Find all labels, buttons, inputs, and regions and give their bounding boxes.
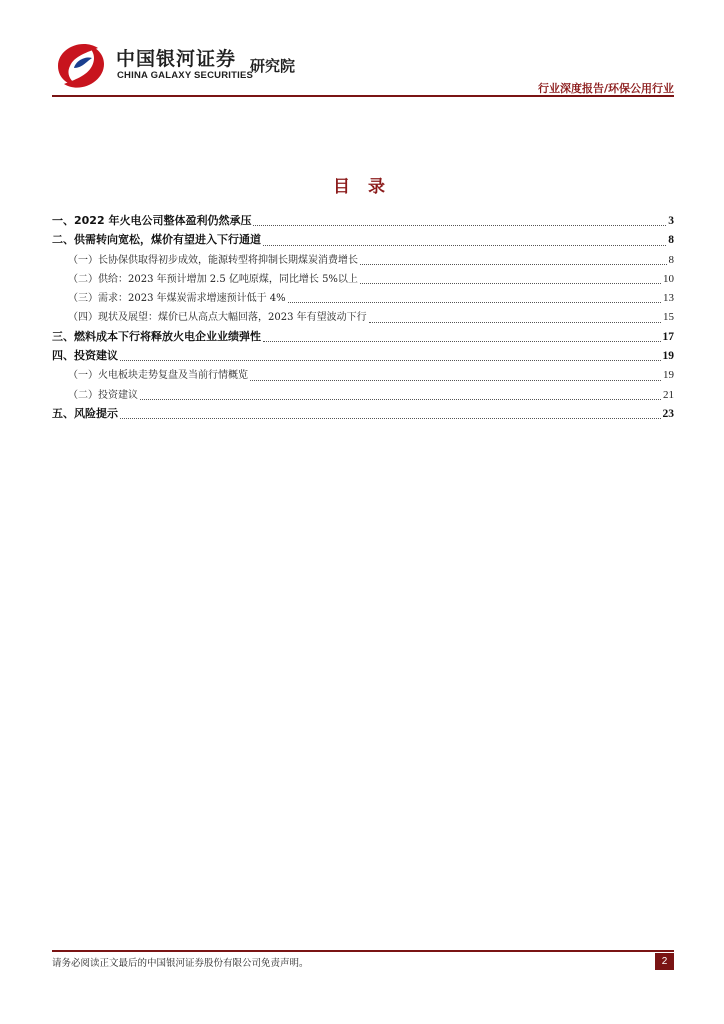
footer-divider — [52, 950, 674, 952]
toc-dot-leader — [360, 263, 667, 265]
toc-entry-label: （四）现状及展望：煤价已从高点大幅回落，2023 年有望波动下行 — [68, 312, 367, 324]
toc-entry[interactable] — [52, 405, 674, 424]
toc-entry[interactable] — [52, 212, 674, 231]
toc-dot-leader — [263, 340, 661, 342]
toc-entry-page: 13 — [663, 292, 674, 305]
toc-entry[interactable] — [52, 347, 674, 366]
toc-dot-leader — [140, 398, 661, 400]
toc-entry-page: 3 — [668, 215, 674, 227]
toc-entry[interactable] — [52, 270, 674, 289]
toc-entry-label: （一）火电板块走势复盘及当前行情概览 — [68, 370, 248, 382]
toc-entry-page: 21 — [663, 388, 674, 401]
page-number-badge: 2 — [655, 953, 674, 970]
disclaimer-text: 请务必阅读正文最后的中国银河证券股份有限公司免责声明。 — [52, 958, 309, 969]
toc-entry-label: 五、风险提示 — [52, 406, 118, 420]
table-of-contents — [52, 212, 674, 424]
institute-label: 研究院 — [250, 57, 296, 75]
toc-entry[interactable] — [52, 386, 674, 405]
toc-entry-label: 二、供需转向宽松，煤价有望进入下行通道 — [52, 233, 261, 247]
toc-entry-page: 19 — [663, 369, 674, 382]
toc-dot-leader — [288, 301, 661, 303]
toc-dot-leader — [250, 379, 661, 381]
toc-title: 目 录 — [333, 177, 391, 197]
toc-entry-page: 8 — [668, 253, 674, 266]
toc-dot-leader — [253, 224, 666, 226]
toc-entry-page: 10 — [663, 272, 674, 285]
toc-entry-page: 8 — [668, 234, 674, 247]
toc-entry-label: 一、2022 年火电公司整体盈利仍然承压 — [52, 214, 252, 227]
toc-dot-leader — [120, 417, 661, 419]
toc-entry-label: （三）需求：2023 年煤炭需求增速预计低于 4% — [68, 293, 286, 305]
toc-entry-page: 15 — [663, 311, 674, 324]
toc-dot-leader — [360, 282, 661, 284]
toc-entry-label: （一）长协保供取得初步成效，能源转型将抑制长期煤炭消费增长 — [68, 254, 358, 266]
toc-entry-label: （二）投资建议 — [68, 389, 138, 401]
page-header — [52, 40, 674, 94]
toc-entry[interactable] — [52, 289, 674, 308]
logo-chinese-name: 中国银河证券 — [116, 48, 237, 70]
toc-entry-page: 19 — [662, 350, 674, 363]
logo-english-name: CHINA GALAXY SECURITIES — [117, 70, 254, 81]
toc-dot-leader — [120, 359, 661, 361]
toc-entry[interactable] — [52, 251, 674, 270]
toc-entry-page: 17 — [662, 330, 674, 343]
header-divider — [52, 95, 674, 97]
report-type-label: 行业深度报告/环保公用行业 — [537, 82, 674, 95]
toc-dot-leader — [263, 244, 666, 246]
galaxy-swirl-logo-icon — [52, 40, 108, 90]
toc-entry[interactable] — [52, 231, 674, 250]
toc-dot-leader — [369, 321, 661, 323]
toc-entry-label: 四、投资建议 — [52, 349, 118, 363]
toc-entry[interactable] — [52, 308, 674, 327]
toc-entry-label: （二）供给：2023 年预计增加 2.5 亿吨原煤，同比增长 5%以上 — [68, 273, 358, 285]
toc-entry[interactable] — [52, 366, 674, 385]
toc-entry-label: 三、燃料成本下行将释放火电企业业绩弹性 — [52, 329, 261, 343]
toc-entry[interactable] — [52, 328, 674, 347]
toc-entry-page: 23 — [662, 407, 674, 420]
